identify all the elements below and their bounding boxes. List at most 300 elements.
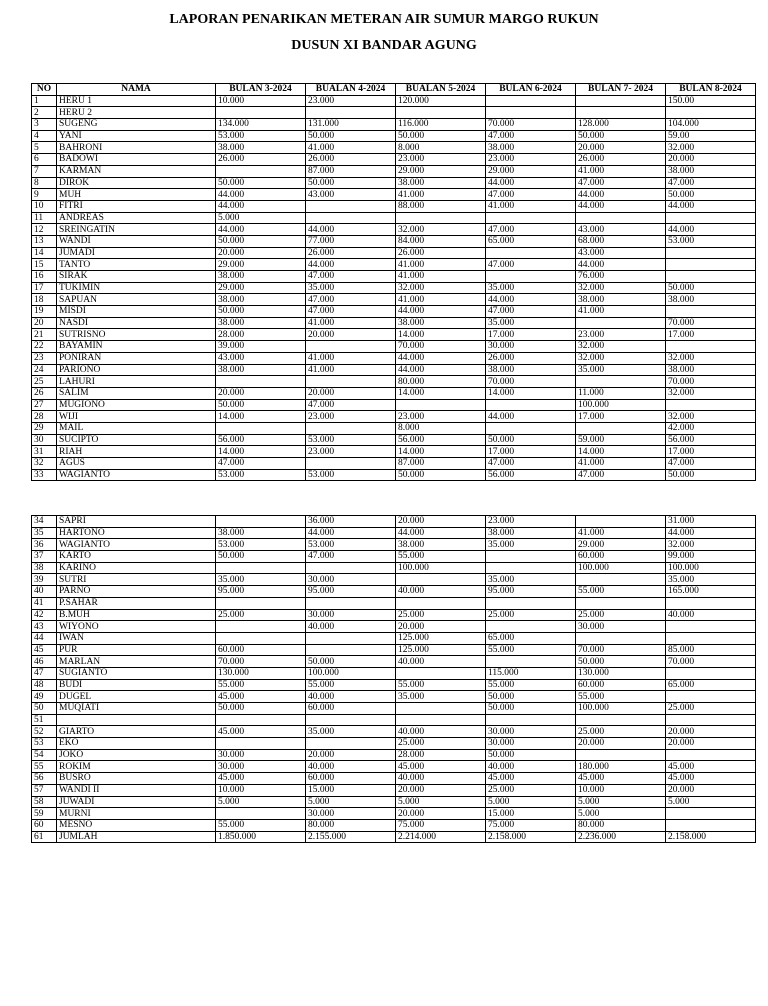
cell-bulan-5: 32.000	[396, 224, 486, 236]
cell-bulan-4: 41.000	[306, 317, 396, 329]
cell-bulan-7: 5.000	[576, 796, 666, 808]
cell-bulan-8	[666, 808, 756, 820]
cell-bulan-8: 50.000	[666, 469, 756, 481]
cell-bulan-7: 47.000	[576, 177, 666, 189]
cell-bulan-5: 44.000	[396, 364, 486, 376]
cell-bulan-4: 43.000	[306, 189, 396, 201]
cell-bulan-8: 44.000	[666, 200, 756, 212]
cell-bulan-8: 35.000	[666, 574, 756, 586]
cell-bulan-8: 17.000	[666, 329, 756, 341]
cell-bulan-6: 55.000	[486, 679, 576, 691]
table-row	[32, 294, 756, 306]
cell-bulan-5: 44.000	[396, 352, 486, 364]
cell-bulan-5: 56.000	[396, 434, 486, 446]
cell-bulan-5: 29.000	[396, 165, 486, 177]
cell-bulan-7	[576, 749, 666, 761]
cell-bulan-5: 50.000	[396, 130, 486, 142]
cell-bulan-8: 50.000	[666, 189, 756, 201]
cell-bulan-3	[216, 597, 306, 609]
cell-no: 18	[32, 294, 57, 306]
table-row	[32, 738, 756, 750]
cell-no: 37	[32, 551, 57, 563]
cell-bulan-5: 41.000	[396, 294, 486, 306]
table-row	[32, 446, 756, 458]
cell-bulan-3: 47.000	[216, 458, 306, 470]
table-row	[32, 632, 756, 644]
cell-bulan-7	[576, 714, 666, 726]
cell-nama: KARTO	[57, 551, 216, 563]
cell-no: 49	[32, 691, 57, 703]
cell-bulan-4: 30.000	[306, 574, 396, 586]
table-body-2	[32, 516, 756, 843]
cell-no: 56	[32, 773, 57, 785]
cell-no: 40	[32, 586, 57, 598]
cell-bulan-7: 32.000	[576, 282, 666, 294]
cell-bulan-6: 30.000	[486, 341, 576, 353]
cell-no: 38	[32, 562, 57, 574]
cell-bulan-8: 59.00	[666, 130, 756, 142]
cell-bulan-6	[486, 621, 576, 633]
cell-bulan-3: 44.000	[216, 200, 306, 212]
cell-bulan-8	[666, 691, 756, 703]
cell-bulan-6: 35.000	[486, 317, 576, 329]
cell-nama: PONIRAN	[57, 352, 216, 364]
cell-bulan-4: 47.000	[306, 306, 396, 318]
cell-bulan-5: 44.000	[396, 306, 486, 318]
cell-bulan-4: 100.000	[306, 667, 396, 679]
cell-bulan-7: 41.000	[576, 165, 666, 177]
table-row	[32, 411, 756, 423]
table-row	[32, 212, 756, 224]
cell-bulan-4: 47.000	[306, 399, 396, 411]
table-row	[32, 341, 756, 353]
cell-bulan-4: 50.000	[306, 656, 396, 668]
cell-bulan-7	[576, 574, 666, 586]
cell-bulan-6	[486, 95, 576, 107]
header-bulan-7: BULAN 7- 2024	[576, 84, 666, 96]
cell-bulan-5: 38.000	[396, 539, 486, 551]
cell-nama: JUMLAH	[57, 831, 216, 843]
cell-bulan-6: 47.000	[486, 306, 576, 318]
cell-bulan-4: 55.000	[306, 679, 396, 691]
cell-bulan-7: 41.000	[576, 527, 666, 539]
cell-bulan-6: 40.000	[486, 761, 576, 773]
cell-bulan-4: 41.000	[306, 352, 396, 364]
cell-bulan-3: 38.000	[216, 294, 306, 306]
cell-bulan-5: 40.000	[396, 773, 486, 785]
cell-bulan-7: 50.000	[576, 130, 666, 142]
cell-bulan-5: 23.000	[396, 154, 486, 166]
header-bulan-5: BUALAN 5-2024	[396, 84, 486, 96]
cell-bulan-4: 40.000	[306, 691, 396, 703]
cell-bulan-6: 65.000	[486, 632, 576, 644]
cell-bulan-6: 47.000	[486, 224, 576, 236]
cell-bulan-4	[306, 376, 396, 388]
cell-bulan-7: 70.000	[576, 644, 666, 656]
cell-bulan-3	[216, 516, 306, 528]
table-row	[32, 562, 756, 574]
cell-bulan-5: 41.000	[396, 271, 486, 283]
cell-bulan-7: 60.000	[576, 551, 666, 563]
cell-bulan-7	[576, 212, 666, 224]
cell-bulan-8: 70.000	[666, 317, 756, 329]
cell-nama: WANDI	[57, 235, 216, 247]
cell-bulan-8: 32.000	[666, 387, 756, 399]
cell-bulan-8: 150.00	[666, 95, 756, 107]
cell-no: 1	[32, 95, 57, 107]
cell-no: 54	[32, 749, 57, 761]
cell-nama: SREINGATIN	[57, 224, 216, 236]
cell-bulan-7: 55.000	[576, 586, 666, 598]
cell-bulan-7: 100.000	[576, 562, 666, 574]
cell-bulan-8: 70.000	[666, 656, 756, 668]
cell-no: 11	[32, 212, 57, 224]
table-row	[32, 189, 756, 201]
cell-bulan-8: 32.000	[666, 142, 756, 154]
cell-no: 32	[32, 458, 57, 470]
cell-bulan-5: 20.000	[396, 621, 486, 633]
cell-bulan-7: 30.000	[576, 621, 666, 633]
cell-bulan-8: 104.000	[666, 119, 756, 131]
cell-bulan-8	[666, 714, 756, 726]
cell-no: 30	[32, 434, 57, 446]
cell-bulan-7: 100.000	[576, 399, 666, 411]
cell-bulan-6: 115.000	[486, 667, 576, 679]
cell-bulan-8: 56.000	[666, 434, 756, 446]
cell-no: 13	[32, 235, 57, 247]
cell-nama: PARIONO	[57, 364, 216, 376]
table-row	[32, 317, 756, 329]
cell-bulan-5: 25.000	[396, 738, 486, 750]
cell-bulan-5: 40.000	[396, 726, 486, 738]
cell-no: 58	[32, 796, 57, 808]
cell-nama: SUGIANTO	[57, 667, 216, 679]
cell-bulan-3: 44.000	[216, 189, 306, 201]
cell-bulan-5: 116.000	[396, 119, 486, 131]
cell-bulan-4: 26.000	[306, 154, 396, 166]
cell-bulan-4: 30.000	[306, 609, 396, 621]
cell-bulan-7: 100.000	[576, 703, 666, 715]
cell-bulan-4: 77.000	[306, 235, 396, 247]
cell-bulan-3: 30.000	[216, 761, 306, 773]
cell-nama: FITRI	[57, 200, 216, 212]
cell-no: 60	[32, 819, 57, 831]
cell-bulan-6	[486, 107, 576, 119]
cell-nama: DIROK	[57, 177, 216, 189]
table-row	[32, 224, 756, 236]
cell-bulan-6	[486, 422, 576, 434]
table-row	[32, 329, 756, 341]
cell-no: 36	[32, 539, 57, 551]
cell-bulan-8: 32.000	[666, 411, 756, 423]
cell-bulan-6: 44.000	[486, 294, 576, 306]
cell-nama: P.SAHAR	[57, 597, 216, 609]
cell-nama: NASDI	[57, 317, 216, 329]
cell-bulan-5: 41.000	[396, 259, 486, 271]
cell-bulan-4	[306, 597, 396, 609]
cell-bulan-5	[396, 107, 486, 119]
cell-no: 47	[32, 667, 57, 679]
table-row	[32, 586, 756, 598]
cell-bulan-6	[486, 399, 576, 411]
cell-bulan-6: 26.000	[486, 352, 576, 364]
cell-bulan-8: 20.000	[666, 726, 756, 738]
cell-no: 45	[32, 644, 57, 656]
table-body-1	[32, 95, 756, 481]
header-nama: NAMA	[57, 84, 216, 96]
cell-bulan-4: 15.000	[306, 784, 396, 796]
cell-bulan-5: 32.000	[396, 282, 486, 294]
cell-nama: BUDI	[57, 679, 216, 691]
cell-bulan-7: 41.000	[576, 306, 666, 318]
cell-bulan-4: 35.000	[306, 726, 396, 738]
cell-no: 22	[32, 341, 57, 353]
cell-nama: WAGIANTO	[57, 469, 216, 481]
cell-nama: BAYAMIN	[57, 341, 216, 353]
cell-bulan-5	[396, 667, 486, 679]
cell-no: 46	[32, 656, 57, 668]
cell-bulan-4: 30.000	[306, 808, 396, 820]
cell-bulan-3: 134.000	[216, 119, 306, 131]
cell-bulan-3: 45.000	[216, 726, 306, 738]
cell-bulan-4: 40.000	[306, 761, 396, 773]
cell-bulan-7: 68.000	[576, 235, 666, 247]
cell-bulan-7: 17.000	[576, 411, 666, 423]
cell-no: 5	[32, 142, 57, 154]
cell-nama: RIAH	[57, 446, 216, 458]
cell-bulan-4: 36.000	[306, 516, 396, 528]
cell-bulan-8: 38.000	[666, 364, 756, 376]
cell-bulan-6	[486, 551, 576, 563]
cell-bulan-8	[666, 399, 756, 411]
table-row	[32, 458, 756, 470]
cell-bulan-3: 53.000	[216, 539, 306, 551]
cell-bulan-6	[486, 597, 576, 609]
cell-bulan-3: 1.850.000	[216, 831, 306, 843]
cell-bulan-8: 50.000	[666, 282, 756, 294]
cell-nama: BAHRONI	[57, 142, 216, 154]
cell-bulan-5: 20.000	[396, 516, 486, 528]
cell-bulan-8	[666, 107, 756, 119]
cell-bulan-4: 20.000	[306, 749, 396, 761]
cell-bulan-4: 40.000	[306, 621, 396, 633]
cell-bulan-6: 38.000	[486, 142, 576, 154]
cell-bulan-5: 28.000	[396, 749, 486, 761]
cell-bulan-3: 50.000	[216, 177, 306, 189]
cell-nama: GIARTO	[57, 726, 216, 738]
cell-bulan-4: 50.000	[306, 130, 396, 142]
cell-bulan-5: 2.214.000	[396, 831, 486, 843]
cell-nama: ANDREAS	[57, 212, 216, 224]
cell-nama: HERU 2	[57, 107, 216, 119]
cell-bulan-8: 65.000	[666, 679, 756, 691]
cell-bulan-8	[666, 749, 756, 761]
cell-nama: TANTO	[57, 259, 216, 271]
cell-bulan-6: 70.000	[486, 376, 576, 388]
cell-bulan-5	[396, 574, 486, 586]
cell-bulan-3: 50.000	[216, 399, 306, 411]
cell-bulan-5: 44.000	[396, 527, 486, 539]
cell-no: 14	[32, 247, 57, 259]
table-row	[32, 516, 756, 528]
cell-no: 57	[32, 784, 57, 796]
cell-bulan-6: 30.000	[486, 738, 576, 750]
cell-no: 9	[32, 189, 57, 201]
table-row	[32, 434, 756, 446]
cell-bulan-8	[666, 212, 756, 224]
cell-bulan-7: 25.000	[576, 726, 666, 738]
table-row	[32, 259, 756, 271]
cell-nama: MURNI	[57, 808, 216, 820]
cell-no: 27	[32, 399, 57, 411]
cell-bulan-5: 100.000	[396, 562, 486, 574]
cell-nama: YANI	[57, 130, 216, 142]
cell-bulan-3: 50.000	[216, 551, 306, 563]
cell-no: 21	[32, 329, 57, 341]
cell-bulan-6: 41.000	[486, 200, 576, 212]
cell-nama: SALIM	[57, 387, 216, 399]
cell-bulan-7: 55.000	[576, 691, 666, 703]
document-subtitle: DUSUN XI BANDAR AGUNG	[291, 38, 477, 53]
cell-bulan-8: 70.000	[666, 376, 756, 388]
cell-nama: SUTRISNO	[57, 329, 216, 341]
cell-bulan-8: 47.000	[666, 177, 756, 189]
cell-bulan-3: 29.000	[216, 259, 306, 271]
cell-bulan-3: 50.000	[216, 306, 306, 318]
cell-bulan-3: 39.000	[216, 341, 306, 353]
cell-bulan-7: 20.000	[576, 142, 666, 154]
cell-bulan-3: 14.000	[216, 446, 306, 458]
cell-bulan-6: 50.000	[486, 434, 576, 446]
cell-bulan-7: 41.000	[576, 458, 666, 470]
cell-bulan-5: 14.000	[396, 446, 486, 458]
cell-nama: SUCIPTO	[57, 434, 216, 446]
cell-bulan-4: 80.000	[306, 819, 396, 831]
cell-bulan-8: 44.000	[666, 527, 756, 539]
cell-bulan-3: 30.000	[216, 749, 306, 761]
cell-bulan-5: 38.000	[396, 177, 486, 189]
cell-bulan-5: 45.000	[396, 761, 486, 773]
table-row	[32, 422, 756, 434]
table-row	[32, 200, 756, 212]
cell-no: 61	[32, 831, 57, 843]
cell-bulan-3: 38.000	[216, 142, 306, 154]
cell-bulan-7: 43.000	[576, 224, 666, 236]
table-row	[32, 667, 756, 679]
cell-bulan-6: 47.000	[486, 130, 576, 142]
header-row	[32, 84, 756, 96]
cell-bulan-3: 28.000	[216, 329, 306, 341]
cell-bulan-4	[306, 200, 396, 212]
cell-bulan-5: 125.000	[396, 632, 486, 644]
cell-nama: WANDI II	[57, 784, 216, 796]
cell-nama: MISDI	[57, 306, 216, 318]
cell-bulan-4: 44.000	[306, 527, 396, 539]
table-row	[32, 306, 756, 318]
cell-bulan-3: 29.000	[216, 282, 306, 294]
cell-nama: MUQIATI	[57, 703, 216, 715]
cell-no: 26	[32, 387, 57, 399]
cell-no: 4	[32, 130, 57, 142]
cell-bulan-6: 44.000	[486, 177, 576, 189]
table-row	[32, 95, 756, 107]
cell-bulan-6: 47.000	[486, 189, 576, 201]
cell-no: 3	[32, 119, 57, 131]
cell-bulan-6	[486, 562, 576, 574]
table-row	[32, 679, 756, 691]
cell-bulan-4: 41.000	[306, 142, 396, 154]
cell-bulan-6	[486, 247, 576, 259]
cell-bulan-6: 25.000	[486, 784, 576, 796]
cell-bulan-5: 8.000	[396, 422, 486, 434]
cell-bulan-3	[216, 422, 306, 434]
cell-bulan-8: 20.000	[666, 738, 756, 750]
cell-bulan-8: 42.000	[666, 422, 756, 434]
cell-no: 31	[32, 446, 57, 458]
cell-bulan-3: 50.000	[216, 235, 306, 247]
header-bulan-4: BUALAN 4-2024	[306, 84, 396, 96]
cell-bulan-5	[396, 212, 486, 224]
cell-bulan-7: 44.000	[576, 189, 666, 201]
cell-bulan-5	[396, 714, 486, 726]
cell-bulan-4	[306, 632, 396, 644]
cell-no: 19	[32, 306, 57, 318]
cell-bulan-5	[396, 597, 486, 609]
cell-bulan-4: 44.000	[306, 224, 396, 236]
cell-no: 12	[32, 224, 57, 236]
cell-bulan-4: 20.000	[306, 387, 396, 399]
cell-bulan-4: 60.000	[306, 773, 396, 785]
cell-bulan-7: 130.000	[576, 667, 666, 679]
cell-bulan-3	[216, 621, 306, 633]
table-row	[32, 247, 756, 259]
table-row	[32, 271, 756, 283]
cell-bulan-3: 10.000	[216, 95, 306, 107]
cell-no: 43	[32, 621, 57, 633]
cell-bulan-3: 50.000	[216, 703, 306, 715]
cell-bulan-8	[666, 667, 756, 679]
cell-bulan-3: 5.000	[216, 796, 306, 808]
cell-bulan-6: 30.000	[486, 726, 576, 738]
cell-bulan-8: 100.000	[666, 562, 756, 574]
cell-bulan-7: 35.000	[576, 364, 666, 376]
cell-nama: WAGIANTO	[57, 539, 216, 551]
cell-bulan-4: 35.000	[306, 282, 396, 294]
cell-bulan-3: 53.000	[216, 130, 306, 142]
cell-bulan-6	[486, 714, 576, 726]
cell-nama: ROKIM	[57, 761, 216, 773]
header-bulan-6: BULAN 6-2024	[486, 84, 576, 96]
cell-bulan-7	[576, 632, 666, 644]
cell-bulan-7	[576, 95, 666, 107]
cell-bulan-6: 47.000	[486, 458, 576, 470]
cell-bulan-8: 5.000	[666, 796, 756, 808]
cell-nama: JUWADI	[57, 796, 216, 808]
cell-bulan-3: 60.000	[216, 644, 306, 656]
cell-no: 20	[32, 317, 57, 329]
cell-bulan-5: 55.000	[396, 679, 486, 691]
cell-bulan-4: 60.000	[306, 703, 396, 715]
table-row	[32, 107, 756, 119]
cell-bulan-6: 29.000	[486, 165, 576, 177]
cell-bulan-4: 2.155.000	[306, 831, 396, 843]
cell-no: 7	[32, 165, 57, 177]
cell-nama: MARLAN	[57, 656, 216, 668]
cell-bulan-7: 80.000	[576, 819, 666, 831]
cell-bulan-5: 38.000	[396, 317, 486, 329]
cell-bulan-3: 70.000	[216, 656, 306, 668]
cell-bulan-3	[216, 738, 306, 750]
